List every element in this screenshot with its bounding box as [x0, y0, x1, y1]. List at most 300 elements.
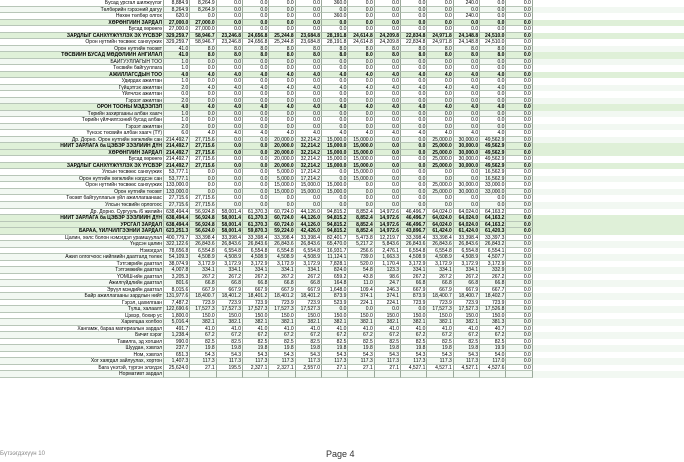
- value-cell: 20,000.0: [269, 156, 295, 163]
- value-cell: 0.0: [348, 117, 374, 124]
- value-cell: 667.9: [243, 287, 269, 294]
- value-cell: 0.0: [401, 20, 427, 27]
- value-cell: 49,562.9: [480, 143, 506, 150]
- value-cell: 667.9: [296, 287, 322, 294]
- value-cell: 59,224.0: [269, 228, 295, 235]
- value-cell: 0.0: [506, 111, 532, 118]
- value-cell: 41.0: [164, 46, 190, 53]
- value-cell: 267.2: [427, 274, 453, 281]
- value-cell: 0.0: [454, 124, 480, 131]
- value-cell: 41.0: [454, 326, 480, 333]
- value-cell: 4.0: [217, 104, 243, 111]
- value-cell: 267.2: [190, 274, 216, 281]
- value-cell: 0.0: [506, 150, 532, 157]
- value-cell: 723.9: [480, 300, 506, 307]
- value-cell: 4.0: [454, 72, 480, 79]
- row-label: Улсын төсвөөс санхүүжих: [0, 169, 164, 176]
- value-cell: 0.0: [375, 202, 401, 209]
- value-cell: 0.0: [375, 195, 401, 202]
- value-cell: 0.0: [243, 163, 269, 170]
- value-cell: 4.0: [164, 72, 190, 79]
- value-cell: 49,562.9: [480, 137, 506, 144]
- value-cell: 94,815.2: [322, 215, 348, 222]
- value-cell: [296, 371, 322, 378]
- value-cell: 25,244.8: [269, 39, 295, 46]
- value-cell: 4.0: [296, 104, 322, 111]
- value-cell: 41.0: [217, 326, 243, 333]
- value-cell: 15,000.0: [322, 143, 348, 150]
- value-cell: 17,527.3: [243, 306, 269, 313]
- value-cell: 334.1: [269, 267, 295, 274]
- value-cell: 0.0: [190, 13, 216, 20]
- value-cell: 27.1: [322, 365, 348, 372]
- value-cell: 44,126.0: [296, 222, 322, 229]
- value-cell: 15,000.0: [296, 182, 322, 189]
- value-cell: 30,000.0: [454, 189, 480, 196]
- value-cell: 17,527.3: [296, 306, 322, 313]
- value-cell: 25,000.0: [427, 143, 453, 150]
- value-cell: 0.0: [506, 39, 532, 46]
- value-cell: 0.0: [506, 195, 532, 202]
- value-cell: 0.0: [401, 169, 427, 176]
- value-cell: 33,398.4: [401, 235, 427, 242]
- value-cell: 67.2: [190, 332, 216, 339]
- value-cell: 382.1: [322, 319, 348, 326]
- value-cell: 0.0: [506, 13, 532, 20]
- value-cell: 0.0: [348, 20, 374, 27]
- value-cell: 0.0: [480, 117, 506, 124]
- value-cell: 382.1: [454, 319, 480, 326]
- value-cell: 8.0: [296, 46, 322, 53]
- row-label: Бичиг хэрэг: [0, 332, 164, 339]
- value-cell: 8.0: [243, 46, 269, 53]
- value-cell: 8.0: [190, 52, 216, 59]
- row-label: Бусад урсгал шилжүүлэг: [0, 0, 164, 7]
- value-cell: 8.0: [243, 52, 269, 59]
- value-cell: 4.0: [190, 72, 216, 79]
- value-cell: 15,000.0: [269, 189, 295, 196]
- value-cell: 873.9: [401, 293, 427, 300]
- value-cell: 32,214.2: [296, 143, 322, 150]
- value-cell: 58,001.4: [217, 228, 243, 235]
- value-cell: 24,510.0: [480, 39, 506, 46]
- value-cell: 46,496.7: [401, 222, 427, 229]
- value-cell: 0.0: [506, 143, 532, 150]
- value-cell: 0.0: [480, 202, 506, 209]
- value-cell: 1.0: [164, 65, 190, 72]
- value-cell: 82.5: [243, 339, 269, 346]
- value-cell: 19.8: [217, 345, 243, 352]
- row-label: УРСГАЛ ЗАРДАЛ: [0, 222, 164, 229]
- value-cell: 8.0: [375, 52, 401, 59]
- value-cell: 24.7: [375, 280, 401, 287]
- value-cell: 43.8: [348, 274, 374, 281]
- value-cell: 150.0: [480, 313, 506, 320]
- row-label: Орон нутгийн төсөвт: [0, 189, 164, 196]
- value-cell: 6,554.8: [243, 248, 269, 255]
- value-cell: 620.0: [164, 13, 190, 20]
- value-cell: 109.4: [348, 287, 374, 294]
- value-cell: 523.9: [322, 300, 348, 307]
- value-cell: 54.3: [322, 352, 348, 359]
- value-cell: 667.7: [480, 287, 506, 294]
- value-cell: 54.3: [269, 352, 295, 359]
- value-cell: 6.0: [164, 130, 190, 137]
- value-cell: 4,508.9: [296, 254, 322, 261]
- value-cell: 0.0: [217, 13, 243, 20]
- value-cell: 0.0: [190, 182, 216, 189]
- value-cell: 0.0: [296, 195, 322, 202]
- value-cell: 64,024.0: [427, 222, 453, 229]
- value-cell: 61,370.3: [243, 222, 269, 229]
- value-cell: 334.1: [401, 267, 427, 274]
- value-cell: 0.0: [190, 117, 216, 124]
- value-cell: 0.0: [217, 91, 243, 98]
- value-cell: 0.0: [506, 209, 532, 216]
- value-cell: 1,663.3: [375, 254, 401, 261]
- value-cell: 0.0: [322, 195, 348, 202]
- value-cell: 4,508.9: [217, 254, 243, 261]
- row-label: НИЙТ ЗАРЛАГА ба ЦЭВЭР ЗЭЭЛИЙН ДҮН: [0, 143, 164, 150]
- value-cell: 0.0: [243, 13, 269, 20]
- value-cell: 40.7: [480, 326, 506, 333]
- value-cell: 240.0: [454, 13, 480, 20]
- value-cell: 214,492.7: [164, 150, 190, 157]
- value-cell: 0.0: [480, 111, 506, 118]
- value-cell: 4.0: [269, 104, 295, 111]
- value-cell: 382.1: [217, 319, 243, 326]
- value-cell: 0.0: [506, 91, 532, 98]
- row-label: НИЙТ ЗАРЛАГА ба ЦЭВЭР ЗЭЭЛИЙН ДҮН: [0, 215, 164, 222]
- value-cell: 33,398.4: [454, 235, 480, 242]
- value-cell: 0.0: [190, 91, 216, 98]
- value-cell: 0.0: [217, 26, 243, 33]
- value-cell: 8,884.9: [164, 0, 190, 7]
- value-cell: 14,972.6: [375, 209, 401, 216]
- value-cell: 15,000.0: [348, 150, 374, 157]
- value-cell: 0.0: [243, 137, 269, 144]
- value-cell: 0.0: [296, 111, 322, 118]
- row-label: Нэмэгдэл: [0, 248, 164, 255]
- value-cell: 82.5: [454, 339, 480, 346]
- value-cell: 0.0: [243, 169, 269, 176]
- value-cell: 4.0: [322, 104, 348, 111]
- value-cell: 17,527.3: [454, 306, 480, 313]
- value-cell: 0.0: [506, 326, 532, 333]
- value-cell: 19.8: [454, 345, 480, 352]
- value-cell: 0.0: [190, 65, 216, 72]
- value-cell: 27,715.6: [164, 202, 190, 209]
- value-cell: 44,126.0: [296, 209, 322, 216]
- value-cell: 8.0: [375, 46, 401, 53]
- value-cell: 18,401.2: [217, 293, 243, 300]
- value-cell: 0.0: [401, 143, 427, 150]
- value-cell: 0.0: [375, 78, 401, 85]
- value-cell: 0.0: [217, 0, 243, 7]
- value-cell: 4.0: [348, 72, 374, 79]
- value-cell: 54.3: [375, 352, 401, 359]
- value-cell: 0.0: [348, 111, 374, 118]
- value-cell: 8.0: [348, 52, 374, 59]
- value-cell: 20,000.0: [269, 137, 295, 144]
- value-cell: 723.9: [454, 300, 480, 307]
- value-cell: 8,264.9: [190, 7, 216, 14]
- value-cell: 382.1: [269, 319, 295, 326]
- value-cell: 0.0: [506, 241, 532, 248]
- row-label: БАЙГУУЛЛАГЫН ТОО: [0, 59, 164, 66]
- value-cell: 824.0: [322, 267, 348, 274]
- value-cell: 17,214.2: [296, 169, 322, 176]
- value-cell: 0.0: [427, 195, 453, 202]
- value-cell: 0.0: [269, 98, 295, 105]
- value-cell: 0.0: [217, 195, 243, 202]
- value-cell: 8.0: [348, 46, 374, 53]
- value-cell: 8,852.4: [348, 222, 374, 229]
- value-cell: 54.0: [480, 352, 506, 359]
- value-cell: 0.0: [296, 0, 322, 7]
- value-cell: 8.0: [322, 46, 348, 53]
- value-cell: 0.0: [401, 65, 427, 72]
- value-cell: 3,172.9: [480, 261, 506, 268]
- row-label: ХӨРӨНГИЙН ЗАРДАЛ: [0, 150, 164, 157]
- value-cell: 64,024.0: [454, 209, 480, 216]
- value-cell: 3,205.3: [164, 274, 190, 281]
- value-cell: 33,398.4: [269, 235, 295, 242]
- value-cell: 651.3: [164, 352, 190, 359]
- row-label: Гэрэл, цахилгаан: [0, 300, 164, 307]
- value-cell: 8.0: [296, 52, 322, 59]
- row-label: Др. Дорно. Орон нутгийн хөгжлийн сан: [0, 137, 164, 144]
- value-cell: 0.0: [506, 33, 532, 40]
- row-label: ЗАРДЛЫГ САНХҮҮЖҮҮЛЭХ ЭХ ҮҮСВЭР: [0, 163, 164, 170]
- row-label: Бага үнэтэй, түргэн элэгдэх: [0, 365, 164, 372]
- value-cell: 17,526.8: [480, 306, 506, 313]
- value-cell: 667.9: [454, 287, 480, 294]
- value-cell: 667.9: [401, 287, 427, 294]
- value-cell: 150.0: [322, 313, 348, 320]
- value-cell: 0.0: [322, 169, 348, 176]
- value-cell: 0.0: [506, 280, 532, 287]
- value-cell: 0.0: [375, 163, 401, 170]
- value-cell: 49,562.9: [480, 156, 506, 163]
- value-cell: 5,217.2: [348, 241, 374, 248]
- value-cell: 0.0: [375, 176, 401, 183]
- value-cell: 0.0: [454, 195, 480, 202]
- value-cell: 0.0: [243, 0, 269, 7]
- value-cell: 382.1: [375, 319, 401, 326]
- value-cell: 14,972.6: [375, 222, 401, 229]
- value-cell: 4.0: [427, 104, 453, 111]
- value-cell: 4.0: [454, 130, 480, 137]
- value-cell: 15,000.0: [322, 189, 348, 196]
- value-cell: 49,562.9: [480, 150, 506, 157]
- value-cell: 27,715.6: [190, 163, 216, 170]
- value-cell: 4,508.9: [269, 254, 295, 261]
- value-cell: 25,244.8: [269, 33, 295, 40]
- value-cell: 0.0: [243, 156, 269, 163]
- value-cell: 4,527.1: [427, 365, 453, 372]
- value-cell: 94,815.2: [322, 209, 348, 216]
- value-cell: 0.0: [401, 0, 427, 7]
- value-cell: 19.8: [322, 345, 348, 352]
- value-cell: 4.0: [243, 104, 269, 111]
- row-label: Ном, хэвлэл: [0, 352, 164, 359]
- value-cell: 382.1: [401, 319, 427, 326]
- value-cell: 66.8: [454, 280, 480, 287]
- value-cell: 4,527.6: [480, 365, 506, 372]
- value-cell: 2.0: [164, 124, 190, 131]
- value-cell: 214,492.7: [164, 143, 190, 150]
- value-cell: 54.3: [190, 352, 216, 359]
- row-label: Орон нутгийн төсөвт: [0, 46, 164, 53]
- value-cell: 382.1: [348, 319, 374, 326]
- value-cell: 64,163.2: [480, 222, 506, 229]
- value-cell: 4.0: [427, 130, 453, 137]
- value-cell: 150.0: [348, 313, 374, 320]
- value-cell: 54.3: [217, 352, 243, 359]
- row-label: Үндсэн цалин: [0, 241, 164, 248]
- value-cell: 27,000.0: [164, 20, 190, 27]
- value-cell: 24,656.8: [243, 33, 269, 40]
- row-label: Тэтгэмжийн даатгал: [0, 267, 164, 274]
- value-cell: 56,624.0: [190, 228, 216, 235]
- value-cell: 0.0: [401, 202, 427, 209]
- value-cell: 374.1: [348, 293, 374, 300]
- value-cell: 0.0: [506, 7, 532, 14]
- value-cell: 334.1: [427, 267, 453, 274]
- value-cell: 224.1: [375, 300, 401, 307]
- value-cell: 332.9: [480, 267, 506, 274]
- value-cell: 150.0: [190, 313, 216, 320]
- value-cell: 28,191.8: [322, 39, 348, 46]
- value-cell: 0.0: [506, 85, 532, 92]
- value-cell: 67.2: [243, 332, 269, 339]
- value-cell: 8.0: [269, 46, 295, 53]
- value-cell: 15,000.0: [269, 182, 295, 189]
- value-cell: 4.0: [190, 85, 216, 92]
- value-cell: 0.0: [480, 91, 506, 98]
- value-cell: 224.1: [348, 300, 374, 307]
- value-cell: 638,494.4: [164, 222, 190, 229]
- table-row: [0, 371, 684, 378]
- value-cell: 123.3: [375, 267, 401, 274]
- value-cell: 117.3: [454, 358, 480, 365]
- value-cell: 0.0: [401, 163, 427, 170]
- value-cell: 4.0: [375, 72, 401, 79]
- value-cell: 3,172.9: [243, 261, 269, 268]
- value-cell: 0.0: [190, 189, 216, 196]
- value-cell: 20,000.0: [269, 163, 295, 170]
- value-cell: 0.0: [375, 169, 401, 176]
- value-cell: 0.0: [506, 345, 532, 352]
- value-cell: 0.0: [243, 91, 269, 98]
- value-cell: 1,170.4: [375, 261, 401, 268]
- value-cell: 1,407.3: [164, 358, 190, 365]
- value-cell: 33,398.4: [427, 235, 453, 242]
- value-cell: 0.0: [506, 169, 532, 176]
- value-cell: 26,843.6: [243, 241, 269, 248]
- row-label: Ажил олгогчоос нийгмийн даатгалд төлөх: [0, 254, 164, 261]
- value-cell: 3,172.9: [217, 261, 243, 268]
- value-cell: 1.0: [164, 117, 190, 124]
- value-cell: 990.0: [164, 339, 190, 346]
- row-label: Шуудан, хэвлэл: [0, 345, 164, 352]
- value-cell: 0.0: [401, 182, 427, 189]
- value-cell: 0.0: [190, 59, 216, 66]
- value-cell: 3,172.9: [269, 261, 295, 268]
- value-cell: 54.3: [427, 352, 453, 359]
- value-cell: 4.0: [296, 72, 322, 79]
- value-cell: 0.0: [217, 59, 243, 66]
- value-cell: 41.0: [375, 326, 401, 333]
- value-cell: 0.0: [217, 169, 243, 176]
- value-cell: 0.0: [217, 202, 243, 209]
- value-cell: 0.0: [506, 104, 532, 111]
- value-cell: 0.0: [480, 124, 506, 131]
- value-cell: 267.2: [296, 274, 322, 281]
- value-cell: 0.0: [375, 124, 401, 131]
- value-cell: 0.0: [269, 202, 295, 209]
- value-cell: 0.0: [296, 7, 322, 14]
- value-cell: 3,172.9: [190, 261, 216, 268]
- value-cell: 659.2: [322, 274, 348, 281]
- value-cell: 27,715.6: [190, 195, 216, 202]
- row-label: ОРОН ТООНЫ МЭДЭЭЛЭЛ: [0, 104, 164, 111]
- value-cell: 15,000.0: [322, 182, 348, 189]
- value-cell: 0.0: [375, 0, 401, 7]
- value-cell: 0.0: [296, 91, 322, 98]
- value-cell: 24,614.8: [348, 33, 374, 40]
- value-cell: 0.0: [506, 222, 532, 229]
- value-cell: 33,398.4: [217, 235, 243, 242]
- row-label: Төрийн үйлчилгээний бусад албан: [0, 117, 164, 124]
- value-cell: 30,000.0: [454, 163, 480, 170]
- value-cell: 4.0: [375, 130, 401, 137]
- value-cell: 246.3: [375, 287, 401, 294]
- value-cell: 24,209.8: [375, 39, 401, 46]
- value-cell: 4,508.9: [401, 254, 427, 261]
- value-cell: 0.0: [427, 202, 453, 209]
- value-cell: 0.0: [217, 20, 243, 27]
- value-cell: 82,401.7: [322, 235, 348, 242]
- value-cell: 3,172.9: [454, 261, 480, 268]
- value-cell: 33,398.4: [296, 235, 322, 242]
- value-cell: 0.0: [375, 20, 401, 27]
- value-cell: 0.0: [348, 124, 374, 131]
- value-cell: 4.0: [401, 72, 427, 79]
- value-cell: 0.0: [506, 365, 532, 372]
- value-cell: 98.6: [375, 274, 401, 281]
- value-cell: 7,487.2: [164, 300, 190, 307]
- value-cell: 0.0: [217, 143, 243, 150]
- value-cell: 214,492.7: [164, 137, 190, 144]
- value-cell: 4.0: [296, 85, 322, 92]
- value-cell: 0.0: [375, 26, 401, 33]
- value-cell: 0.0: [454, 117, 480, 124]
- value-cell: 0.0: [480, 13, 506, 20]
- value-cell: 8.0: [269, 52, 295, 59]
- value-cell: 26,843.2: [480, 241, 506, 248]
- value-cell: 0.0: [217, 111, 243, 118]
- value-cell: 0.0: [217, 7, 243, 14]
- value-cell: 0.0: [427, 169, 453, 176]
- value-cell: 17,527.3: [269, 306, 295, 313]
- value-cell: 0.0: [506, 300, 532, 307]
- value-cell: [506, 371, 532, 378]
- value-cell: 4,508.9: [190, 254, 216, 261]
- value-cell: 4,508.9: [427, 254, 453, 261]
- value-cell: 0.0: [506, 124, 532, 131]
